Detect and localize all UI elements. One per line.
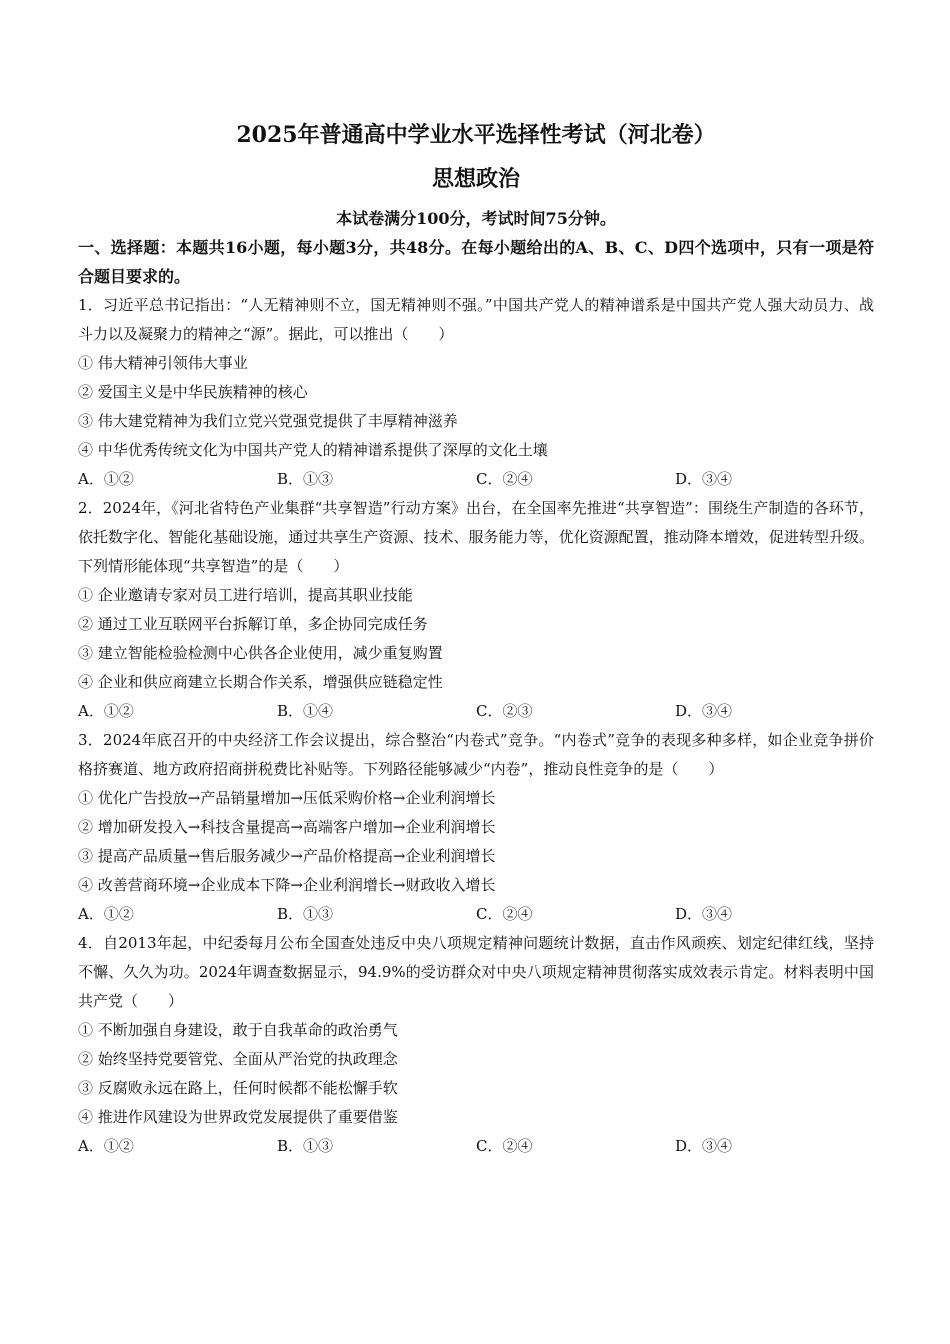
question-statement: ① 企业邀请专家对员工进行培训，提高其职业技能 (78, 586, 413, 604)
question-stem: 1．习近平总书记指出：“人无精神则不立，国无精神则不强。”中国共产党人的精神谱系是中国共产党人强大动员力、战斗力以及凝聚力的精神之“源”。据此，可以推出（ ） (78, 296, 874, 343)
question-3 (78, 726, 874, 929)
question-statement: ② 始终坚持党要管党、全面从严治党的执政理念 (78, 1050, 398, 1068)
exam-title: 2025年普通高中学业水平选择性考试（河北卷） (236, 122, 716, 148)
question-statement: ④ 改善营商环境→企业成本下降→企业利润增长→财政收入增长 (78, 876, 496, 894)
question-statement: ③ 建立智能检验检测中心供各企业使用，减少重复购置 (78, 644, 443, 662)
question-statement: ② 增加研发投入→科技含量提高→高端客户增加→企业利润增长 (78, 818, 496, 836)
option-d: D．③④ (675, 470, 733, 488)
option-c: C．②④ (476, 1137, 533, 1155)
option-d: D．③④ (675, 1137, 733, 1155)
option-c: C．②④ (476, 470, 533, 488)
option-d: D．③④ (675, 905, 733, 923)
question-stem: 2．2024年，《河北省特色产业集群“共享智造”行动方案》出台，在全国率先推进“共享智造”：围绕生产制造的各环节，依托数字化、智能化基础设施，通过共享生产资源、技术、服务能力等，优化资源配置，推动降本增效，促进转型升级。下列情形能体现“共享智造”的是（ ） (78, 499, 874, 575)
option-b: B．①③ (277, 905, 334, 923)
option-a: A．①② (78, 1137, 134, 1155)
question-statement: ③ 提高产品质量→售后服务减少→产品价格提高→企业利润增长 (78, 847, 496, 865)
option-b: B．①③ (277, 470, 334, 488)
question-1 (78, 291, 874, 494)
question-4 (78, 929, 874, 1161)
section-heading: 一、选择题：本题共16小题，每小题3分，共48分。在每小题给出的A、B、C、D四个选项中，只有一项是符合题目要求的。 (78, 238, 874, 286)
question-stem: 3．2024年底召开的中央经济工作会议提出，综合整治“内卷式”竞争。“内卷式”竞争的表现多种多样，如企业竞争拼价格挤赛道、地方政府招商拼税费比补贴等。下列路径能够减少“内卷”，推动良性竞争的是（ ） (78, 731, 874, 778)
exam-page (78, 118, 874, 1161)
question-statement: ④ 企业和供应商建立长期合作关系，增强供应链稳定性 (78, 673, 443, 691)
question-statement: ① 优化广告投放→产品销量增加→压低采购价格→企业利润增长 (78, 789, 496, 807)
option-b: B．①④ (277, 702, 334, 720)
question-statement: ③ 伟大建党精神为我们立党兴党强党提供了丰厚精神滋养 (78, 412, 458, 430)
question-statement: ③ 反腐败永远在路上，任何时候都不能松懈手软 (78, 1079, 398, 1097)
option-d: D．③④ (675, 702, 733, 720)
question-statement: ④ 推进作风建设为世界政党发展提供了重要借鉴 (78, 1108, 398, 1126)
question-statement: ① 伟大精神引领伟大事业 (78, 354, 248, 372)
question-statement: ② 爱国主义是中华民族精神的核心 (78, 383, 308, 401)
answer-options (78, 1132, 874, 1161)
option-a: A．①② (78, 702, 134, 720)
option-a: A．①② (78, 470, 134, 488)
question-stem: 4．自2013年起，中纪委每月公布全国查处违反中央八项规定精神问题统计数据，直击作风顽疾、划定纪律红线，坚持不懈、久久为功。2024年调查数据显示，94.9%的受访群众对中央八项规定精神贯彻落实成效表示肯定。材料表明中国共产党（ ） (78, 934, 874, 1010)
exam-info: 本试卷满分100分，考试时间75分钟。 (336, 209, 616, 228)
option-c: C．②③ (476, 702, 533, 720)
exam-subject: 思想政治 (431, 166, 520, 192)
answer-options (78, 697, 874, 726)
option-b: B．①③ (277, 1137, 334, 1155)
question-2 (78, 494, 874, 726)
option-a: A．①② (78, 905, 134, 923)
question-statement: ④ 中华优秀传统文化为中国共产党人的精神谱系提供了深厚的文化土壤 (78, 441, 548, 459)
question-statement: ① 不断加强自身建设，敢于自我革命的政治勇气 (78, 1021, 398, 1039)
option-c: C．②④ (476, 905, 533, 923)
answer-options (78, 900, 874, 929)
answer-options (78, 465, 874, 494)
question-statement: ② 通过工业互联网平台拆解订单，多企协同完成任务 (78, 615, 428, 633)
